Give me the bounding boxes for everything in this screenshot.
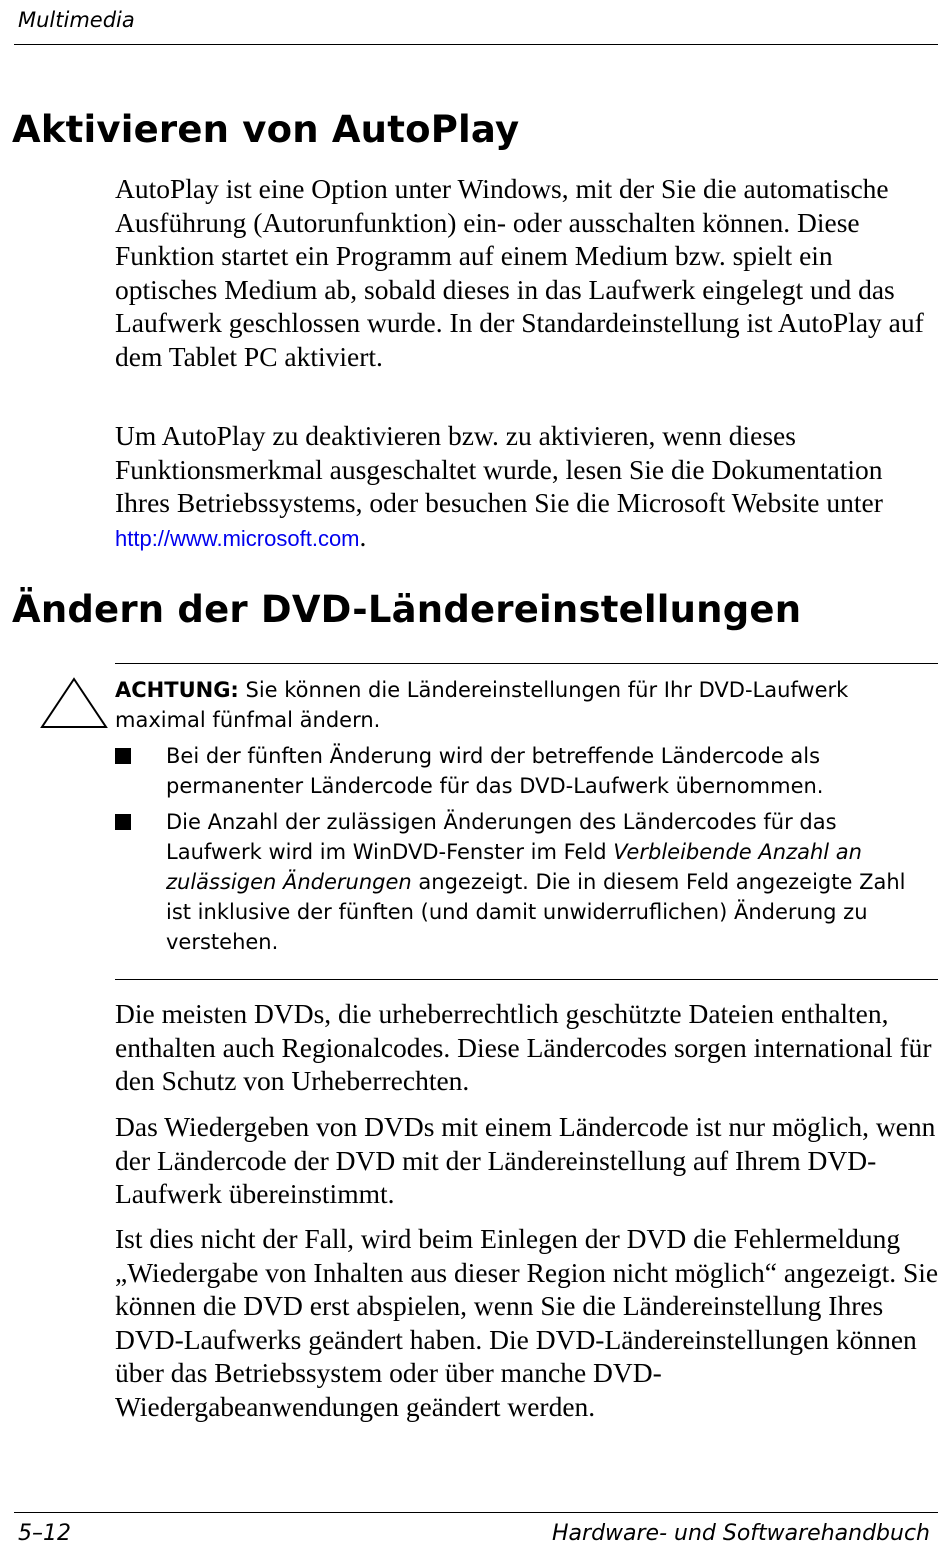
microsoft-link[interactable]: http://www.microsoft.com <box>115 525 360 551</box>
caution-triangle-icon <box>40 676 108 730</box>
page-header <box>14 8 938 45</box>
autoplay-paragraph-1: AutoPlay ist eine Option unter Windows, mit der Sie die automatische Ausführung (Autorunfunktion) ein- oder ausschalten können. Diese Funktion startet ein Programm auf einem Medium bzw. spielt ein optisches Medium ab, sobald dieses in das Laufwerk eingelegt und das Laufwerk geschlossen wurde. In der Standardeinstellung ist AutoPlay auf dem Tablet PC aktiviert. <box>115 173 924 372</box>
autoplay-paragraph-2-text: Um AutoPlay zu deaktivieren bzw. zu aktivieren, wenn dieses Funktionsmerkmal ausgeschaltet wurde, lesen Sie die Dokumentation Ihres Betriebssystems, oder besuchen Sie die Microsoft Website unter <box>115 420 883 519</box>
dvd-paragraph-2: Das Wiedergeben von DVDs mit einem Ländercode ist nur möglich, wenn der Ländercode der DVD mit der Ländereinstellung auf Ihrem DVD-Laufwerk übereinstimmt. <box>115 1111 936 1210</box>
autoplay-paragraph-2-end: . <box>359 520 367 552</box>
caution-bottom-rule <box>115 979 938 980</box>
caution-label: ACHTUNG: <box>115 678 239 702</box>
caution-top-rule <box>115 663 938 664</box>
bullet-square-icon <box>115 748 131 764</box>
caution-bullet-2-part-a: Die Anzahl der zulässigen Änderungen des Ländercodes für das Laufwerk wird im WinDVD-Fenster im Feld <box>166 810 837 864</box>
heading-autoplay: Aktivieren von AutoPlay <box>12 108 520 151</box>
caution-bullet-2-italic: Verbleibende Anzahl an zulässigen Änderungen <box>166 840 862 894</box>
heading-dvd-region: Ändern der DVD-Ländereinstellungen <box>12 588 802 631</box>
dvd-paragraph-1: Die meisten DVDs, die urheberrechtlich geschützte Dateien enthalten, enthalten auch Regionalcodes. Diese Ländercodes sorgen international für den Schutz von Urheberrechten. <box>115 998 932 1097</box>
caution-bullet-2-part-b: angezeigt. Die in diesem Feld angezeigte Zahl ist inklusive der fünften (und damit unwiderruflichen) Änderung zu verstehen. <box>166 870 906 954</box>
caution-text: Sie können die Ländereinstellungen für Ihr DVD-Laufwerk maximal fünfmal ändern. <box>115 678 849 732</box>
header-section-title: Multimedia <box>18 8 135 32</box>
page-footer <box>14 1512 938 1553</box>
book-title: Hardware- und Softwarehandbuch <box>552 1521 930 1546</box>
dvd-paragraph-3: Ist dies nicht der Fall, wird beim Einlegen der DVD die Fehlermeldung „Wiedergabe von Inhalten aus dieser Region nicht möglich“ angezeigt. Sie können die DVD erst abspielen, wenn Sie die Ländereinstellung Ihres DVD-Laufwerks geändert haben. Die DVD-Ländereinstellungen können über das Betriebssystem oder über manche DVD-Wiedergabeanwendungen geändert werden. <box>115 1223 939 1422</box>
caution-bullet-2-text <box>166 807 906 957</box>
autoplay-paragraph-2 <box>115 419 940 555</box>
caution-note <box>115 675 905 735</box>
page-number: 5–12 <box>18 1521 71 1546</box>
bullet-square-icon <box>115 814 131 830</box>
caution-bullet-1-text: Bei der fünften Änderung wird der betreffende Ländercode als permanenter Ländercode für das DVD-Laufwerk übernommen. <box>166 744 824 798</box>
